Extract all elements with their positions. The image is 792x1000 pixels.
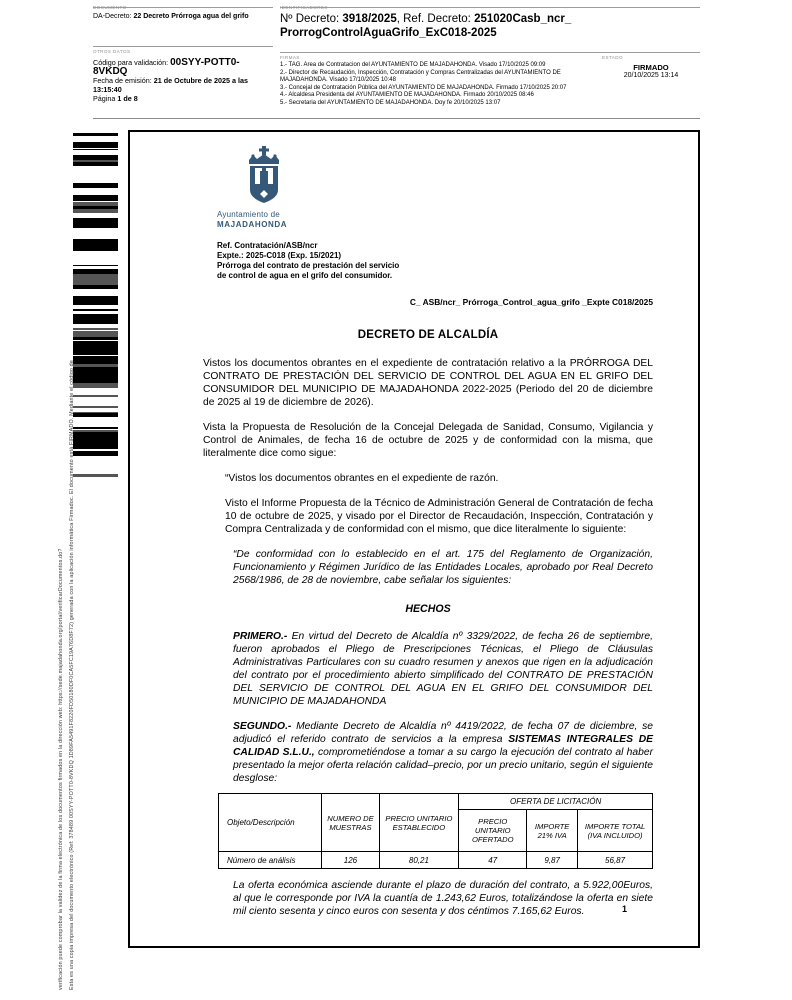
- paragraph-informe: Visto el Informe Propuesta de la Técnico de Administración General de Contratación de fecha 10 de octubre de 2025, y visado por el Director de Recaudación, Inspección, Contratación y Compra Centralizada y de conformidad con el mismo, que dice literalmente lo siguiente:: [225, 498, 653, 535]
- reference-block: [217, 241, 653, 281]
- firmas-label: FIRMAS: [280, 55, 300, 60]
- segundo-text1: Mediante Decreto de Alcaldía nº 4419/2022, de fecha 07 de diciembre, se adjudicó el referido contrato de servicios a la empresa: [233, 721, 653, 745]
- documento-section: [93, 5, 273, 22]
- paragraph-vistos: Vistos los documentos obrantes en el expediente de contratación relativo a la PRÓRROGA DEL CONTRATO DE PRESTACIÓN DEL SERVICIO DE CONTROL DEL AGUA EN EL GRIFO DEL CONSUMIDOR DEL MUNICIPIO DE MAJADAHONDA 2022-2025 (Periodo del 20 de diciembre de 2025 al 19 de diciembre de 2026).: [203, 358, 653, 408]
- legal-vertical-text-line2: verificación puede comprobar la validez de la firma electrónica de los documentos firmados en la dirección web: https://sede.majadahonda.org/portal/verificarDocumentos.do?: [58, 548, 64, 990]
- document-title: DECRETO DE ALCALDÍA: [357, 329, 499, 341]
- table-cell: 56,87: [578, 852, 653, 869]
- otros-datos-label: OTROS DATOS: [93, 49, 131, 54]
- ref-line: Ref. Contratación/ASB/ncr: [217, 241, 318, 250]
- num-decreto-label: Nº Decreto:: [280, 13, 343, 25]
- documento-field: [93, 13, 263, 22]
- paragraph-segundo: [233, 720, 653, 785]
- municipality-logo-block: [217, 146, 367, 229]
- documento-field-label: DA-Decreto:: [93, 13, 134, 20]
- divider: [93, 118, 700, 119]
- table-cell: 9,87: [527, 852, 578, 869]
- paragraph-oferta-economica: La oferta económica asciende durante el plazo de duración del contrato, a 5.922,00Euros, al que le corresponde por IVA la cuantía de 1.243,62 Euros, totalizándose la oferta en siete mil ciento sesenta y cinco euros con sesenta y dos céntimos 7.165,62 Euros.: [233, 880, 653, 917]
- document-body: [203, 357, 653, 918]
- org-name-line2: MAJADAHONDA: [217, 219, 288, 229]
- codigo-value: 00SYY-POTT0-8VKDQ: [93, 57, 240, 77]
- file-reference: C_ ASB/ncr_ Prórroga_Control_agua_grifo _Expte C018/2025: [409, 297, 653, 307]
- pagina-label: Página: [93, 94, 118, 103]
- firmas-section: [280, 55, 598, 108]
- primero-label: PRIMERO.-: [233, 631, 288, 642]
- table-header-cell: PRECIO UNITARIO OFERTADO: [459, 810, 527, 852]
- table-row-label: Número de análisis: [219, 852, 322, 869]
- pagina-value: 1 de 8: [117, 94, 138, 103]
- signature-metadata-header: [93, 5, 700, 120]
- firma-item: 1.- TAG. Area de Contratacion del AYUNTAMIENTO DE MAJADAHONDA. Visado 17/10/2025 09:09: [280, 62, 546, 68]
- table-header-cell: NUMERO DE MUESTRAS: [322, 794, 379, 852]
- coat-of-arms-icon: [241, 146, 287, 206]
- table-cell: 126: [322, 852, 379, 869]
- fecha-emision: [93, 76, 273, 94]
- firma-item: 2.- Director de Recaudación, Inspección, Contratación y Compras Centralizadas del AYUNTAMIENTO DE MAJADAHONDA. Visado 17/10/2025 10:48: [280, 69, 561, 84]
- ref-decreto-value1: 251020Casb_ncr_: [474, 13, 572, 25]
- table-cell: 47: [459, 852, 527, 869]
- page-number: 1: [622, 904, 628, 914]
- table-col1-header: Objeto/Descripción: [219, 794, 322, 852]
- estado-datetime: 20/10/2025 13:14: [623, 72, 679, 79]
- codigo-label: Código para validación:: [93, 58, 171, 67]
- num-decreto-value: 3918/2025: [342, 13, 397, 25]
- document-sheet: [128, 130, 700, 948]
- fecha-value: 21 de Octubre de 2025 a las 13:15:40: [93, 76, 249, 94]
- ref-decreto-value2: ProrrogControlAguaGrifo_ExC018-2025: [280, 27, 497, 39]
- decreto-identifier: [280, 12, 700, 40]
- pagina: [93, 94, 273, 103]
- otros-datos-section: [93, 49, 273, 103]
- fecha-label: Fecha de emisión:: [93, 76, 154, 85]
- paragraph-conformidad: “De conformidad con lo establecido en el art. 175 del Reglamento de Organización, Funcionamiento y Régimen Jurídico de las Entidades Locales, aprobado por Real Decreto 2568/1986, de 28 de noviembre, cabe señalar los siguientes:: [233, 549, 653, 586]
- paragraph-primero: [233, 630, 653, 708]
- documento-label: DOCUMENTO: [93, 5, 127, 10]
- table-group-header: OFERTA DE LICITACIÓN: [459, 794, 653, 810]
- firma-item: 3.- Concejal de Contratación Pública del AYUNTAMIENTO DE MAJADAHONDA. Firmado 17/10/2025 20:07: [280, 84, 567, 91]
- ref-line: Expte.: 2025-C018 (Exp. 15/2021): [217, 251, 342, 260]
- primero-text: En virtud del Decreto de Alcaldía nº 3329/2022, de fecha 26 de septiembre, fueron aprobados el Pliego de Prescripciones Técnicas, el Pliego de Cláusulas Administrativas Particulares con su cuadro resumen y anexos que rigen en la adjudicación del contrato por el procedimiento abierto simplificado del CONTRATO DE PRESTACIÓN DEL SERVICIO DE CONTROL DEL AGUA EN EL GRIFO DEL CONSUMIDOR DEL MUNICIPIO DE MAJADAHONDA: [233, 631, 653, 707]
- firma-item: 4.- Alcaldesa Presidenta del AYUNTAMIENTO DE MAJADAHONDA. Firmado 20/10/2025 08:46: [280, 92, 534, 99]
- table-header-cell: PRECIO UNITARIO ESTABLECIDO: [379, 794, 459, 852]
- table-header-cell: IMPORTE TOTAL (IVA INCLUIDO): [578, 810, 653, 852]
- org-name-line1: Ayuntamiento de: [217, 210, 280, 219]
- table-cell: 80,21: [379, 852, 459, 869]
- segundo-text2: comprometiéndose a tomar a su cargo la ejecución del contrato al haber presentado la mejor oferta relación calidad–precio, por un precio unitario, según el siguiente desglose:: [233, 747, 653, 784]
- estado-section: [602, 55, 700, 79]
- ref-line: de control de agua en el grifo del consumidor.: [217, 271, 393, 280]
- oferta-table: [218, 793, 653, 869]
- estado-label: ESTADO: [602, 55, 623, 60]
- segundo-company-name: SISTEMAS INTEGRALES DE CALIDAD S.L.U.,: [233, 734, 654, 758]
- identificadores-section: [280, 5, 700, 106]
- paragraph-vista-propuesta: Vista la Propuesta de Resolución de la Concejal Delegada de Sanidad, Consumo, Vigilancia y Control de Animales, de fecha 16 de octubre de 2025 y de conformidad con la misma, que literalmente dice como sigue:: [203, 422, 653, 459]
- legal-vertical-text-line1: Esta es una copia impresa del documento electrónico (Ref: 378489 00SYY-POTT0-8VKDQ 1D89FA5491F8220FD50180DF0CA5FC19A76D8F72) generada con la aplicación informática Firmadoc. El documento está FIRMADO. Mediante el código de: [69, 360, 75, 990]
- barcode: [73, 133, 118, 477]
- table-header-cell: IMPORTE 21% IVA: [527, 810, 578, 852]
- documento-field-value: 22 Decreto Prórroga agua del grifo: [133, 13, 249, 20]
- paragraph-quote-vistos: “Vistos los documentos obrantes en el expediente de razón.: [225, 473, 499, 484]
- firma-item: 5.- Secretaria del AYUNTAMIENTO DE MAJADAHONDA. Doy fe 20/10/2025 13:07: [280, 99, 501, 106]
- estado-value: FIRMADO: [633, 63, 669, 72]
- divider: [93, 46, 273, 47]
- firmas-list: [280, 62, 598, 108]
- identificadores-label: IDENTIFICADORES: [280, 5, 328, 10]
- hechos-heading: HECHOS: [405, 603, 451, 615]
- org-name: [217, 210, 367, 229]
- ref-decreto-label: , Ref. Decreto:: [396, 13, 475, 25]
- divider: [280, 52, 700, 53]
- table-row: [219, 852, 653, 869]
- segundo-label: SEGUNDO.-: [233, 721, 292, 732]
- codigo-validacion: [93, 58, 273, 76]
- ref-line: Prórroga del contrato de prestación del servicio: [217, 261, 400, 270]
